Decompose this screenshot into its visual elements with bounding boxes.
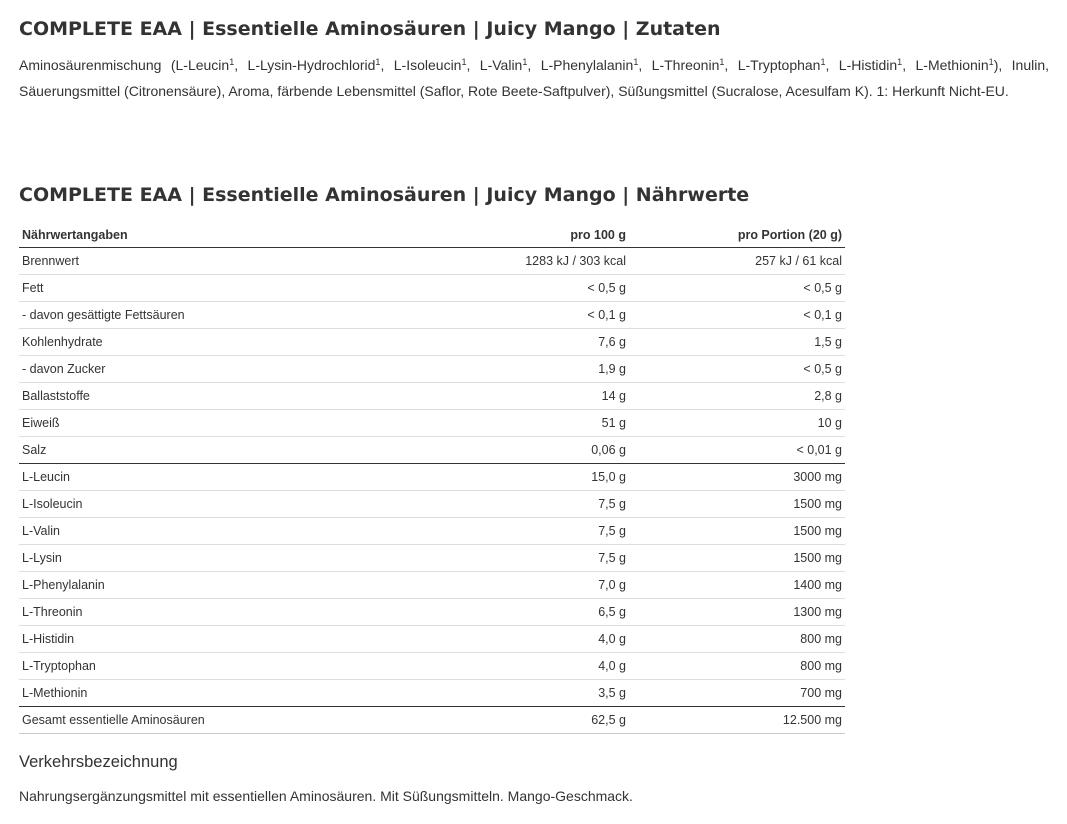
footnote-marker: 1 <box>820 57 826 67</box>
value-per-100g: 15,0 g <box>448 464 629 491</box>
table-row <box>19 248 845 275</box>
value-per-portion: 700 mg <box>629 680 845 707</box>
table-row <box>19 491 845 518</box>
nutrient-name: L-Valin <box>19 518 448 545</box>
table-row <box>19 599 845 626</box>
value-per-100g: 4,0 g <box>448 653 629 680</box>
nutrient-name: - davon Zucker <box>19 356 448 383</box>
ingredients-segment: , L-Phenylalanin <box>527 57 634 73</box>
nutrient-name: L-Threonin <box>19 599 448 626</box>
nutrient-name: L-Methionin <box>19 680 448 707</box>
value-per-portion: < 0,5 g <box>629 356 845 383</box>
table-row <box>19 302 845 329</box>
footnote-marker: 1 <box>988 57 994 67</box>
value-per-portion: 12.500 mg <box>629 707 845 734</box>
nutrition-table <box>19 223 845 734</box>
nutrient-name: Fett <box>19 275 448 302</box>
value-per-portion: < 0,5 g <box>629 275 845 302</box>
nutrient-name: L-Isoleucin <box>19 491 448 518</box>
value-per-100g: 3,5 g <box>448 680 629 707</box>
ingredients-segment: , L-Lysin-Hydrochlorid <box>234 57 376 73</box>
nutrient-name: L-Tryptophan <box>19 653 448 680</box>
value-per-portion: 800 mg <box>629 626 845 653</box>
value-per-portion: 3000 mg <box>629 464 845 491</box>
value-per-100g: 6,5 g <box>448 599 629 626</box>
value-per-100g: 1283 kJ / 303 kcal <box>448 248 629 275</box>
value-per-100g: 4,0 g <box>448 626 629 653</box>
value-per-portion: < 0,1 g <box>629 302 845 329</box>
nutrition-title: COMPLETE EAA | Essentielle Aminosäuren | Juicy Mango | Nährwerte <box>19 184 750 206</box>
table-row <box>19 437 845 464</box>
value-per-100g: 7,0 g <box>448 572 629 599</box>
footnote-marker: 1 <box>633 57 639 67</box>
ingredients-segment: , L-Methionin <box>902 57 989 73</box>
footnote-marker: 1 <box>229 57 235 67</box>
value-per-portion: 1300 mg <box>629 599 845 626</box>
ingredients-segment: , L-Histidin <box>825 57 898 73</box>
footnote-marker: 1 <box>461 57 467 67</box>
table-row <box>19 383 845 410</box>
value-per-100g: 7,5 g <box>448 545 629 572</box>
nutrient-name: Eiweiß <box>19 410 448 437</box>
footnote-marker: 1 <box>522 57 528 67</box>
nutrient-name: Kohlenhydrate <box>19 329 448 356</box>
table-row <box>19 410 845 437</box>
footnote-marker: 1 <box>375 57 381 67</box>
column-header-per-100g: pro 100 g <box>448 223 629 248</box>
value-per-portion: 2,8 g <box>629 383 845 410</box>
value-per-portion: 257 kJ / 61 kcal <box>629 248 845 275</box>
value-per-portion: 1500 mg <box>629 491 845 518</box>
nutrient-name: Brennwert <box>19 248 448 275</box>
value-per-100g: 7,5 g <box>448 518 629 545</box>
value-per-100g: < 0,5 g <box>448 275 629 302</box>
nutrient-name: - davon gesättigte Fettsäuren <box>19 302 448 329</box>
value-per-portion: 1,5 g <box>629 329 845 356</box>
table-row <box>19 356 845 383</box>
table-row <box>19 275 845 302</box>
value-per-100g: < 0,1 g <box>448 302 629 329</box>
designation-title: Verkehrsbezeichnung <box>19 753 178 771</box>
table-row <box>19 680 845 707</box>
value-per-portion: 10 g <box>629 410 845 437</box>
ingredients-segment: , L-Threonin <box>638 57 720 73</box>
column-header-per-portion: pro Portion (20 g) <box>629 223 845 248</box>
ingredients-segment: , L-Tryptophan <box>724 57 821 73</box>
ingredients-title: COMPLETE EAA | Essentielle Aminosäuren | Juicy Mango | Zutaten <box>19 18 721 40</box>
value-per-portion: 1500 mg <box>629 545 845 572</box>
table-row <box>19 545 845 572</box>
designation-text: Nahrungsergänzungsmittel mit essentiellen Aminosäuren. Mit Süßungsmitteln. Mango-Geschmack. <box>19 788 633 804</box>
table-row <box>19 707 845 734</box>
ingredients-segment: ), Inulin, Säuerungsmittel (Citronensäure), Aroma, färbende Lebensmittel (Saflor, Rote Beete-Saftpulver), Süßungsmittel (Sucralose, Acesulfam K). 1: Herkunft Nicht-EU. <box>19 57 1050 99</box>
nutrient-name: Gesamt essentielle Aminosäuren <box>19 707 448 734</box>
nutrient-name: L-Leucin <box>19 464 448 491</box>
value-per-100g: 62,5 g <box>448 707 629 734</box>
table-row <box>19 626 845 653</box>
table-row <box>19 329 845 356</box>
nutrient-name: Ballaststoffe <box>19 383 448 410</box>
value-per-portion: 1500 mg <box>629 518 845 545</box>
nutrient-name: Salz <box>19 437 448 464</box>
table-row <box>19 518 845 545</box>
value-per-portion: < 0,01 g <box>629 437 845 464</box>
value-per-100g: 7,5 g <box>448 491 629 518</box>
footnote-marker: 1 <box>719 57 725 67</box>
value-per-portion: 800 mg <box>629 653 845 680</box>
table-row <box>19 464 845 491</box>
value-per-100g: 14 g <box>448 383 629 410</box>
ingredients-text <box>19 52 1049 104</box>
ingredients-segment: , L-Valin <box>466 57 523 73</box>
table-row <box>19 653 845 680</box>
nutrient-name: L-Phenylalanin <box>19 572 448 599</box>
nutrient-name: L-Lysin <box>19 545 448 572</box>
column-header-nutrient: Nährwertangaben <box>19 223 448 248</box>
value-per-portion: 1400 mg <box>629 572 845 599</box>
footnote-marker: 1 <box>897 57 903 67</box>
ingredients-segment: Aminosäurenmischung (L-Leucin <box>19 57 230 73</box>
value-per-100g: 7,6 g <box>448 329 629 356</box>
table-row <box>19 572 845 599</box>
nutrition-header-row <box>19 223 845 248</box>
value-per-100g: 1,9 g <box>448 356 629 383</box>
value-per-100g: 0,06 g <box>448 437 629 464</box>
value-per-100g: 51 g <box>448 410 629 437</box>
nutrient-name: L-Histidin <box>19 626 448 653</box>
ingredients-segment: , L-Isoleucin <box>380 57 462 73</box>
